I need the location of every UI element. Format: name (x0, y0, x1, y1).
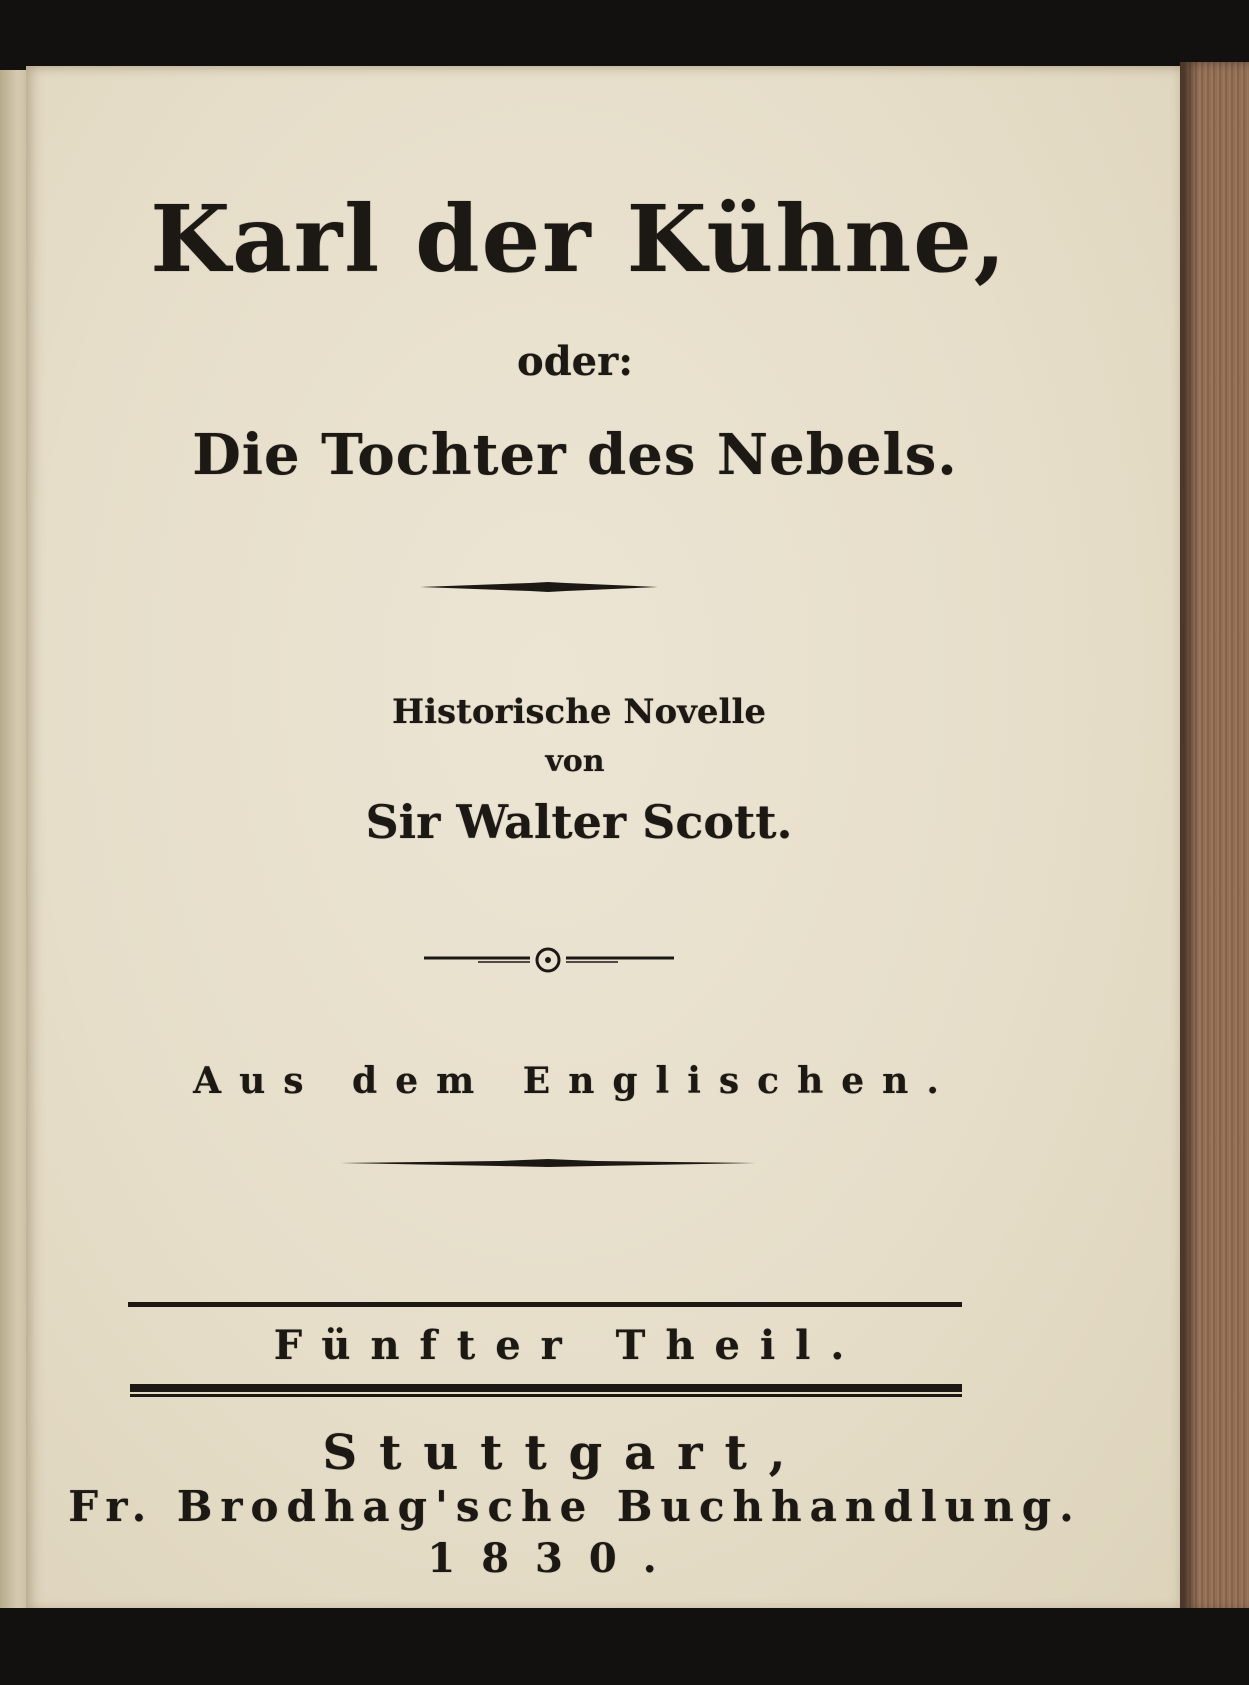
translation-note: Aus dem Englischen. (193, 1060, 957, 1102)
book-title: Karl der Kühne, (150, 185, 1008, 293)
tapered-rule-top (420, 582, 658, 592)
publication-city: Stuttgart, (322, 1425, 808, 1481)
volume-rule-bottom (130, 1384, 962, 1392)
book-subtitle: Die Tochter des Nebels. (192, 422, 958, 488)
genre-line: Historische Novelle (391, 692, 767, 732)
author-name: Sir Walter Scott. (365, 795, 793, 849)
circle-ornament-rule (424, 949, 674, 971)
tapered-rule-middle (340, 1159, 756, 1167)
by-line: von (545, 744, 605, 779)
title-connector: oder: (517, 338, 633, 385)
volume-label: Fünfter Theil. (273, 1322, 865, 1369)
publisher-name: Fr. Brodhag'sche Buchhandlung. (68, 1482, 1082, 1531)
volume-rule-top (128, 1302, 962, 1307)
publication-year: 1830. (427, 1535, 683, 1582)
